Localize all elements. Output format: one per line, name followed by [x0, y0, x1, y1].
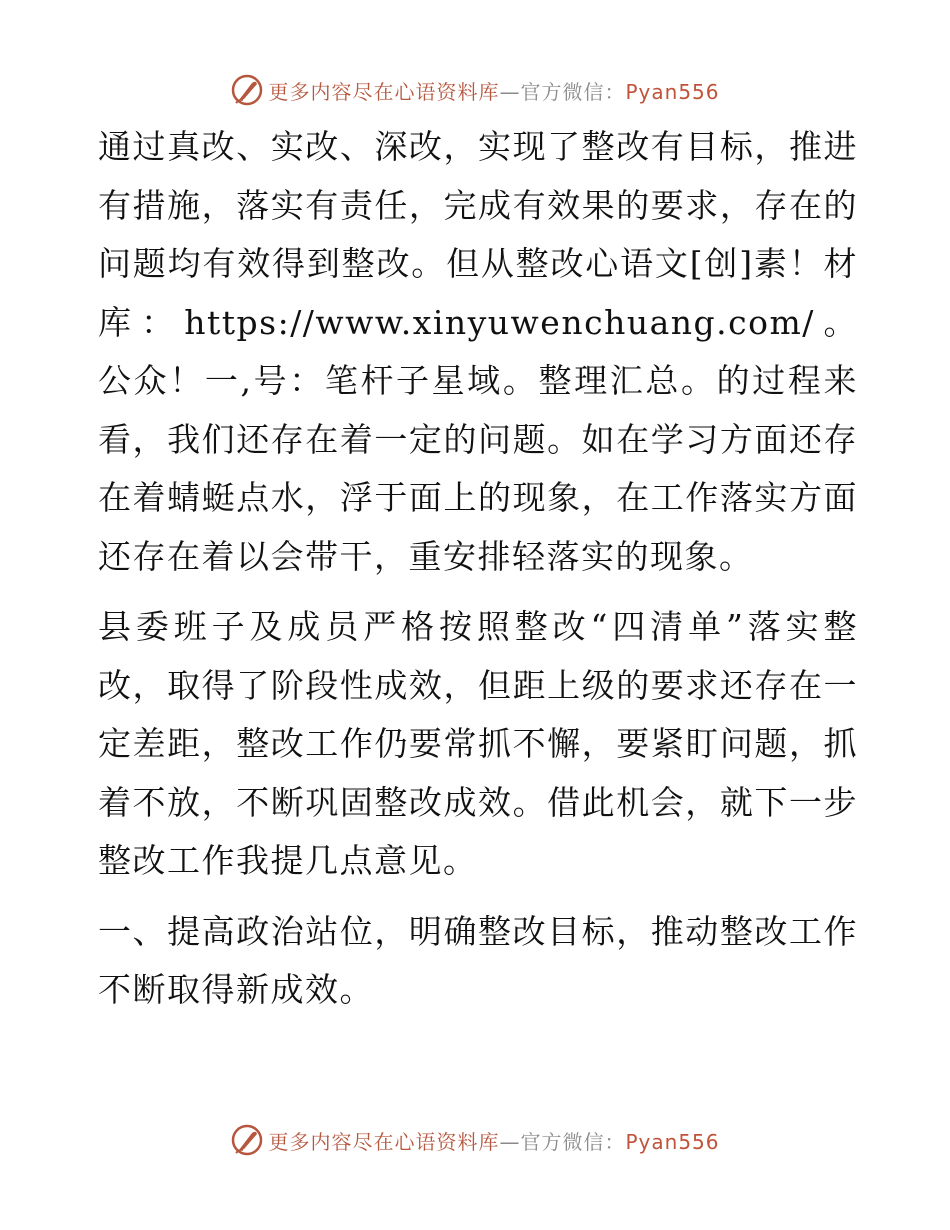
footer-banner	[0, 1120, 950, 1160]
header-wechat-label: 官方微信：	[520, 79, 626, 104]
header-separator: —	[499, 79, 521, 104]
quill-pen-icon	[230, 73, 264, 107]
footer-separator: —	[499, 1129, 521, 1154]
footer-wechat-label: 官方微信：	[520, 1129, 626, 1154]
footer-wechat-id: Pyan556	[625, 1129, 720, 1154]
header-wechat-id: Pyan556	[625, 79, 720, 104]
footer-slogan: 更多内容尽在心语资料库	[268, 1129, 500, 1154]
paragraph-3: 一、提高政治站位，明确整改目标，推动整改工作不断取得新成效。	[98, 911, 858, 1009]
header-text	[268, 76, 719, 105]
header-banner	[0, 70, 950, 110]
footer-text	[268, 1126, 719, 1155]
header-slogan: 更多内容尽在心语资料库	[268, 79, 500, 104]
paragraph-2: 县委班子及成员严格按照整改“四清单”落实整改，取得了阶段性成效，但距上级的要求还存在一定差距，整改工作仍要常抓不懈，要紧盯问题，抓着不放，不断巩固整改成效。借此机会，就下一步整改工作我提几点意见。	[98, 607, 858, 880]
paragraph-1: 通过真改、实改、深改，实现了整改有目标，推进有措施，落实有责任，完成有效果的要求，存在的问题均有效得到整改。但从整改心语文[创]素！材库：https://www.xinyuwenchuang.com/。公众！一,号：笔杆子星域。整理汇总。的过程来看，我们还存在着一定的问题。如在学习方面还存在着蜻蜓点水，浮于面上的现象，在工作落实方面还存在着以会带干，重安排轻落实的现象。	[98, 127, 858, 576]
document-body	[98, 118, 858, 1032]
quill-pen-icon	[230, 1123, 264, 1157]
